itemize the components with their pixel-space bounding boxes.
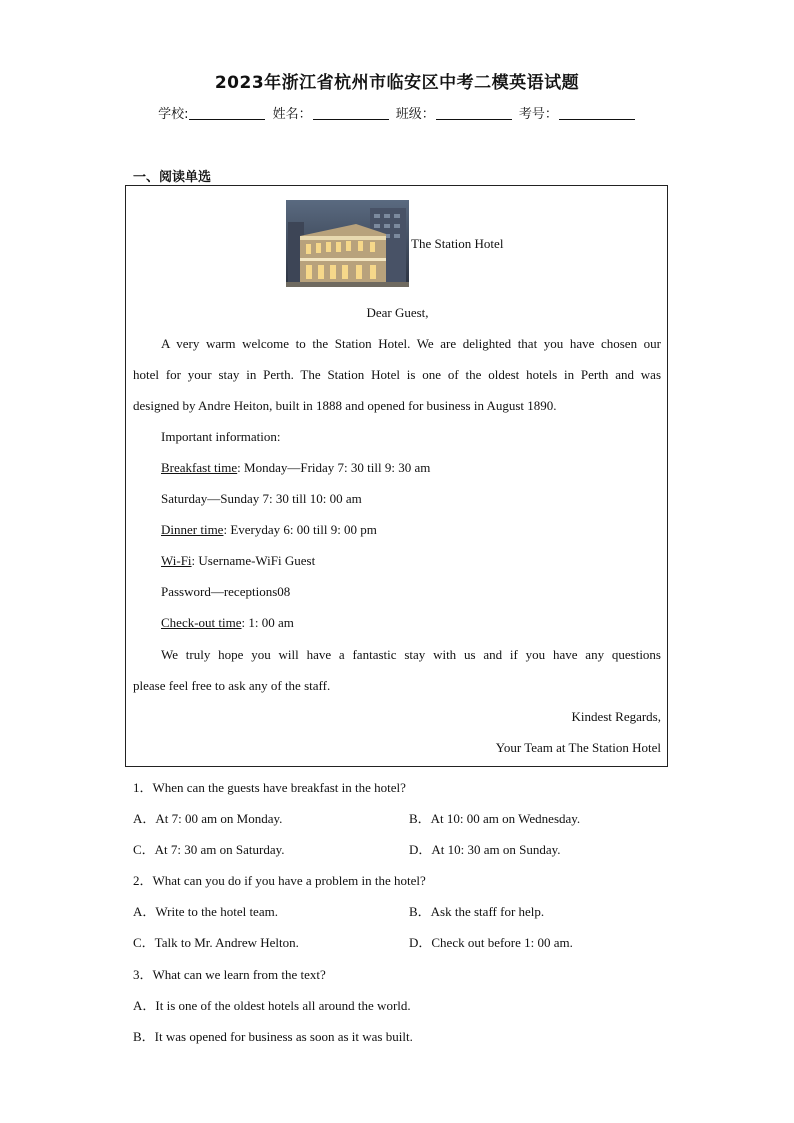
question-2-stem: 2．What can you do if you have a problem in the hotel?	[133, 873, 426, 888]
page-title: 2023年浙江省杭州市临安区中考二模英语试题	[214, 73, 580, 93]
wifi-line	[133, 545, 661, 576]
breakfast-label: Breakfast time	[161, 460, 238, 475]
intro-line-1: A very warm welcome to the Station Hotel. We are delighted that you have chosen our	[161, 336, 661, 351]
hotel-photo	[286, 200, 409, 287]
question-1-stem: 1．When can the guests have breakfast in the hotel?	[133, 780, 406, 795]
question-2-option-c[interactable]: C．Talk to Mr. Andrew Helton.	[133, 935, 299, 950]
name-label: 姓名：	[272, 107, 312, 122]
question-1-option-c[interactable]: C．At 7: 30 am on Saturday.	[133, 842, 285, 857]
breakfast-weekday-line	[133, 452, 661, 483]
checkout-value: : 1: 00 am	[241, 615, 294, 630]
class-label: 班级：	[395, 107, 435, 122]
school-label: 学校:	[158, 107, 189, 122]
class-blank	[436, 107, 512, 120]
question-3-stem: 3．What can we learn from the text?	[133, 967, 326, 982]
question-3-option-b[interactable]: B．It was opened for business as soon as it was built.	[133, 1029, 413, 1044]
breakfast-weekend: Saturday—Sunday 7: 30 till 10: 00 am	[161, 491, 362, 506]
intro-line-3: designed by Andre Heiton, built in 1888 and opened for business in August 1890.	[133, 398, 557, 413]
section-title: 一、阅读单选	[133, 170, 212, 185]
question-1-option-b[interactable]: B．At 10: 00 am on Wednesday.	[409, 811, 581, 826]
greeting: Dear Guest,	[366, 305, 429, 320]
closing-line-1: We truly hope you will have a fantastic stay with us and if you have any questions	[161, 647, 661, 662]
question-1-option-a[interactable]: A．At 7: 00 am on Monday.	[133, 811, 283, 826]
question-2-option-d[interactable]: D．Check out before 1: 00 am.	[409, 935, 573, 950]
passage-box	[125, 185, 668, 767]
dinner-label: Dinner time	[161, 522, 224, 537]
hotel-building-illustration	[286, 200, 409, 287]
question-1-option-d[interactable]: D．At 10: 30 am on Sunday.	[409, 842, 561, 857]
dinner-line	[133, 514, 661, 545]
closing-line-2: please feel free to ask any of the staff.	[133, 678, 331, 693]
wifi-value: : Username-WiFi Guest	[191, 553, 316, 568]
breakfast-weekday: : Monday—Friday 7: 30 till 9: 30 am	[237, 460, 431, 475]
regards: Kindest Regards,	[571, 709, 661, 724]
exam-number-blank	[559, 107, 635, 120]
name-blank	[313, 107, 389, 120]
hotel-name: The Station Hotel	[411, 236, 504, 251]
school-blank	[189, 107, 265, 120]
student-info-line	[0, 103, 794, 122]
intro-line-2: hotel for your stay in Perth. The Station Hotel is one of the oldest hotels in Perth and was	[133, 367, 661, 382]
checkout-line	[133, 607, 661, 638]
checkout-label: Check-out time	[161, 615, 242, 630]
important-heading: Important information:	[161, 429, 281, 444]
wifi-label: Wi-Fi	[161, 553, 192, 568]
question-3-option-a[interactable]: A．It is one of the oldest hotels all around the world.	[133, 998, 411, 1013]
question-2-option-b[interactable]: B．Ask the staff for help.	[409, 904, 545, 919]
signature: Your Team at The Station Hotel	[495, 740, 661, 755]
dinner-value: : Everyday 6: 00 till 9: 00 pm	[223, 522, 377, 537]
exam-number-label: 考号：	[518, 107, 558, 122]
question-2-option-a[interactable]: A．Write to the hotel team.	[133, 904, 278, 919]
password-line: Password—receptions08	[161, 584, 291, 599]
